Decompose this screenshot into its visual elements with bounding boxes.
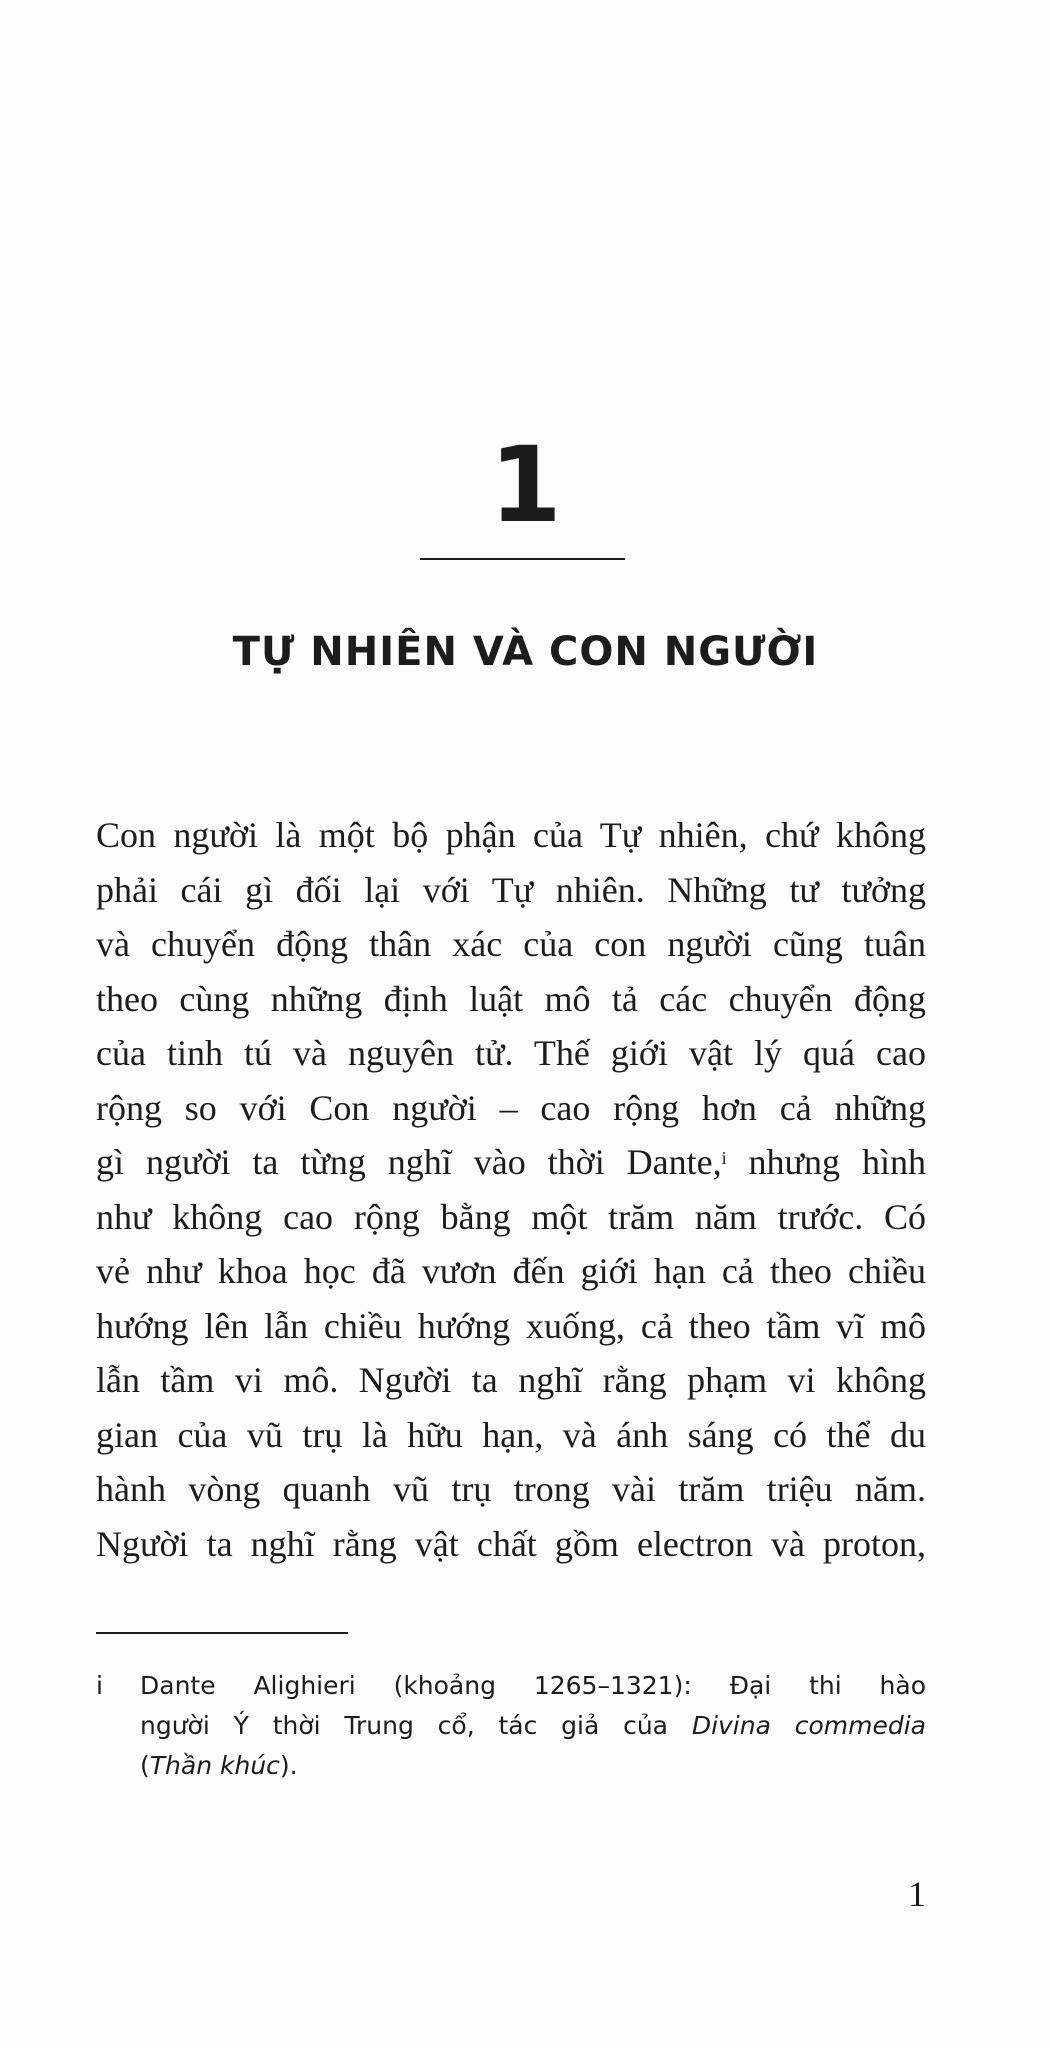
body-line: như không cao rộng bằng một trăm năm trước. Có	[96, 1196, 926, 1237]
footnote-divider	[96, 1632, 348, 1634]
page-number: 1	[908, 1874, 926, 1914]
footnote-line	[140, 1746, 926, 1786]
footnote-paren-open: (	[140, 1751, 150, 1780]
body-paragraph	[96, 808, 926, 1571]
body-line-with-footnote	[96, 1135, 926, 1190]
body-line: Con người là một bộ phận của Tự nhiên, chứ không	[96, 815, 926, 855]
chapter-number: 1	[489, 424, 562, 546]
body-line-start: gì người ta từng nghĩ vào thời Dante,	[96, 1142, 722, 1182]
body-line: hướng lên lẫn chiều hướng xuống, cả theo tầm vĩ mô	[96, 1305, 926, 1346]
body-line: và chuyển động thân xác của con người cũng tuân	[96, 924, 926, 964]
chapter-title: TỰ NHIÊN VÀ CON NGƯỜI	[232, 629, 819, 675]
footnote-reference: i	[721, 1148, 727, 1168]
footnote-marker: i	[96, 1671, 103, 1700]
body-line: hành vòng quanh vũ trụ trong vài trăm triệu năm.	[96, 1469, 926, 1509]
body-line: lẫn tầm vi mô. Người ta nghĩ rằng phạm vi không	[96, 1360, 926, 1400]
body-line: phải cái gì đối lại với Tự nhiên. Những tư tưởng	[96, 869, 926, 910]
body-line: của tinh tú và nguyên tử. Thế giới vật lý quá cao	[96, 1033, 926, 1073]
body-line: vẻ như khoa học đã vươn đến giới hạn cả theo chiều	[96, 1251, 926, 1291]
footnote-body	[140, 1666, 926, 1786]
body-line: Người ta nghĩ rằng vật chất gồm electron và proton,	[96, 1523, 926, 1564]
footnote-paren-close: ).	[279, 1751, 298, 1780]
footnote-text: người Ý thời Trung cổ, tác giả của	[140, 1711, 692, 1740]
body-line-end: nhưng hình	[748, 1142, 926, 1182]
body-line: theo cùng những định luật mô tả các chuyển động	[96, 978, 926, 1019]
chapter-divider	[420, 558, 625, 560]
footnote-line	[140, 1706, 926, 1746]
body-line: gian của vũ trụ là hữu hạn, và ánh sáng có thể du	[96, 1414, 926, 1455]
footnote-line: Dante Alighieri (khoảng 1265–1321): Đại thi hào	[140, 1671, 926, 1700]
body-line: rộng so với Con người – cao rộng hơn cả những	[96, 1087, 926, 1128]
footnote-italic-title: Divina commedia	[691, 1711, 926, 1740]
footnote-italic-translation: Thần khúc	[149, 1751, 280, 1780]
footnote	[96, 1666, 926, 1786]
